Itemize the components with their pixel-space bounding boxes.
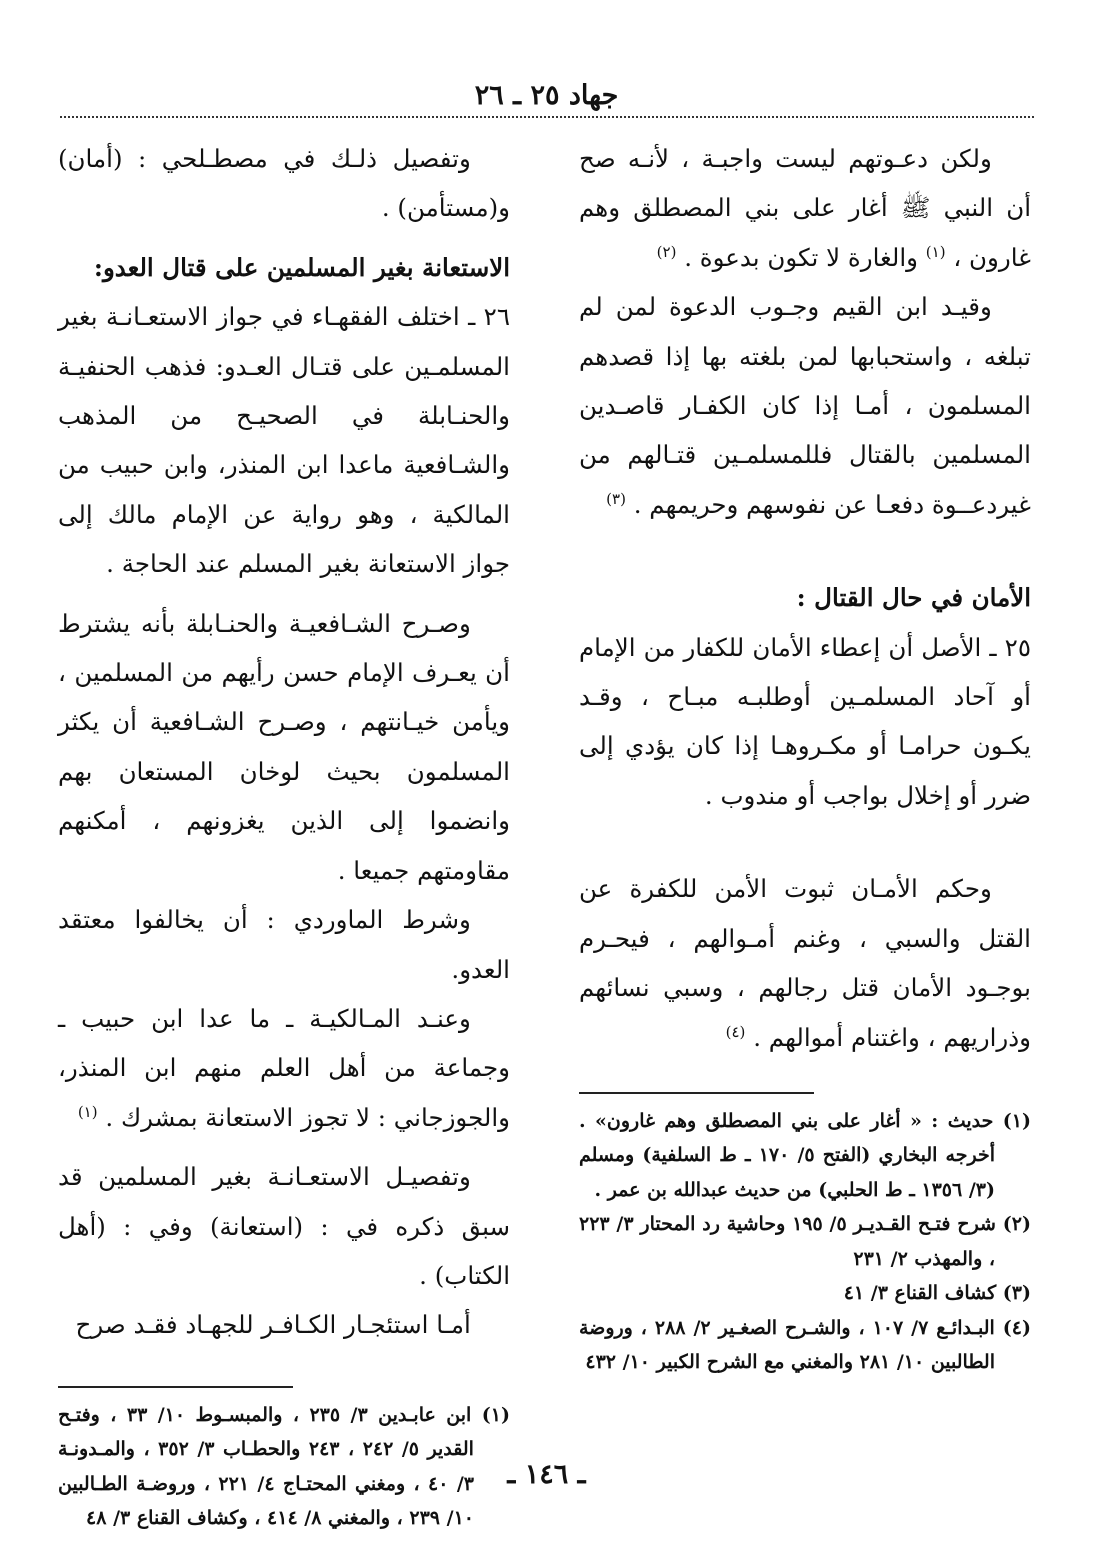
- footnote-ref: (١): [925, 242, 946, 261]
- footnote-item: (٤) البـدائـع ٧/ ١٠٧ ، والشـرح الصغـير ٢/ ٢٨٨ ، وروضة الطالبين ١٠/ ٢٨١ والمغني مع الشرح الكبير ١٠/ ٤٣٢: [579, 1316, 1031, 1374]
- left-paragraph-1: وتفصيل ذلـك في مصطـلحي : (أمان) و(مستأمن) .: [58, 144, 510, 223]
- footnote-ref: (٤): [725, 1022, 746, 1041]
- right-paragraph-1: [579, 134, 1031, 282]
- right-paragraph-4-text: وحكم الأمـان ثبوت الأمن للكفرة عن القتل والسبي ، وغنم أمـوالهم ، فيحـرم بوجـود الأمان قتل رجالهم ، وسبي نسائهم وذراريهم ، واغتنام أموالهم .: [579, 874, 1031, 1052]
- left-paragraph-2: ٢٦ ـ اختلف الفقهـاء في جواز الاستعـانـة بغير المسلمـين على قتـال العـدو: فذهب الحنفيـة والحنـابلة في الصحيـح من المذهب والشـافعية ماعدا ابن المنذر، وابن حبيب من المالكية ، وهو رواية عن الإمام مالك إلى جواز الاستعانة بغير المسلم عند الحاجة .: [58, 302, 510, 579]
- header-dotted-rule: [60, 116, 1034, 118]
- footnote-ref: (٣): [606, 489, 626, 508]
- left-paragraph-5-text: وعنـد المـالكيـة ـ ما عدا ابن حبيب ـ وجماعة من أهل العلم منهم ابن المنذر، والجوزجاني : لا تجوز الاستعانة بمشرك .: [58, 1003, 510, 1132]
- left-paragraph-5: [58, 994, 510, 1142]
- page-number: ـ ١٤٦ ـ: [507, 1459, 586, 1490]
- spacer: [58, 1142, 510, 1152]
- spacer: [579, 529, 1031, 573]
- spacer: [58, 1350, 510, 1386]
- right-paragraph-1-tail: والغارة لا تكون بدعوة .: [684, 242, 918, 272]
- left-paragraph-4: وشرط الماوردي : أن يخالفوا معتقد العدو.: [58, 905, 510, 984]
- right-section-heading: الأمان في حال القتال :: [796, 583, 1031, 613]
- footnote-item: (١) حديث : « أغار على بني المصطلق وهم غارون» . أخرجه البخاري (الفتح ٥/ ١٧٠ ـ ط السلفية) ومسلم (٣/ ١٣٥٦ ـ ط الحلبي) من حديث عبدالله بن عمر .: [579, 1109, 1031, 1201]
- right-paragraph-1-text: ولكن دعـوتهم ليست واجبـة ، لأنـه صح أن النبي ﷺ أغار على بني المصطلق وهم غارون ،: [579, 144, 1031, 272]
- right-column: [579, 134, 1031, 1464]
- right-paragraph-3: ٢٥ ـ الأصل أن إعطاء الأمان للكفار من الإمام أو آحاد المسلمـين أوطلبـه مبـاح ، وقـد يكـون حرامـا أو مكـروهـا إذا كان يؤدي إلى ضرر أو إخلال بواجب أو مندوب .: [579, 632, 1031, 810]
- spacer: [579, 1062, 1031, 1092]
- spacer: [579, 1094, 1031, 1104]
- right-paragraph-2-text: وقيـد ابن القيم وجـوب الدعوة لمن لم تبلغه ، واستحبابها لمن بلغته بها إذا قصدهم المسلمون ، أمـا إذا كان الكفـار قاصـدين المسلمين بالقتال فللمسلمـين قتـالهم من غيردعــوة دفعـا عن نفوسهم وحريمهم .: [579, 292, 1031, 519]
- footnote-item: (٢) شرح فتـح القـديـر ٥/ ١٩٥ وحاشية رد المحتار ٣/ ٢٢٣ ، والمهذب ٢/ ٢٣١: [579, 1213, 1031, 1270]
- left-section-heading: الاستعانة بغير المسلمين على قتال العدو:: [93, 252, 510, 282]
- spacer: [58, 1388, 510, 1398]
- right-paragraph-2: [579, 282, 1031, 529]
- right-footnotes: [579, 1104, 1031, 1380]
- spacer: [58, 233, 510, 243]
- footnote-item: (٣) كشاف القناع ٣/ ٤١: [843, 1282, 1031, 1305]
- spacer: [579, 820, 1031, 864]
- running-header: جهاد ٢٥ ـ ٢٦: [474, 80, 619, 111]
- footnote-item: (١) ابن عابـدين ٣/ ٢٣٥ ، والمبسـوط ١٠/ ٣٣ ، وفتـح القدير ٥/ ٢٤٢ ، ٢٤٣ والحطـاب ٣/ ٣٥٢ ، والمـدونـة ٣/ ٤٠ ، ومغني المحتـاج ٤/ ٢٢١ ، وروضـة الطـالبين ١٠/ ٢٣٩ ، والمغني ٨/ ٤١٤ ، وكشاف القناع ٣/ ٤٨: [58, 1403, 510, 1530]
- footnote-ref: (١): [77, 1102, 98, 1121]
- left-paragraph-3: وصـرح الشـافعيـة والحنـابلة بأنه يشترط أن يعـرف الإمام حسن رأيهم من المسلمين ، ويأمن خيـانتهم ، وصـرح الشـافعية أن يكثر المسلمون بحيث لوخان المستعان بهم وانضموا إلى الذين يغزونهم ، أمكنهم مقاومتهم جميعا .: [58, 608, 510, 885]
- right-paragraph-4: [579, 864, 1031, 1062]
- left-paragraph-6: وتفصيـل الاستعـانـة بغير المسلمين قد سبق ذكره في : (استعانة) وفي : (أهل الكتاب) .: [58, 1162, 510, 1290]
- spacer: [58, 589, 510, 599]
- left-paragraph-7: أمـا استئجـار الكـافـر للجهـاد فقـد صرح: [75, 1310, 471, 1340]
- left-column: [58, 134, 510, 1530]
- footnote-ref: (٢): [656, 242, 677, 261]
